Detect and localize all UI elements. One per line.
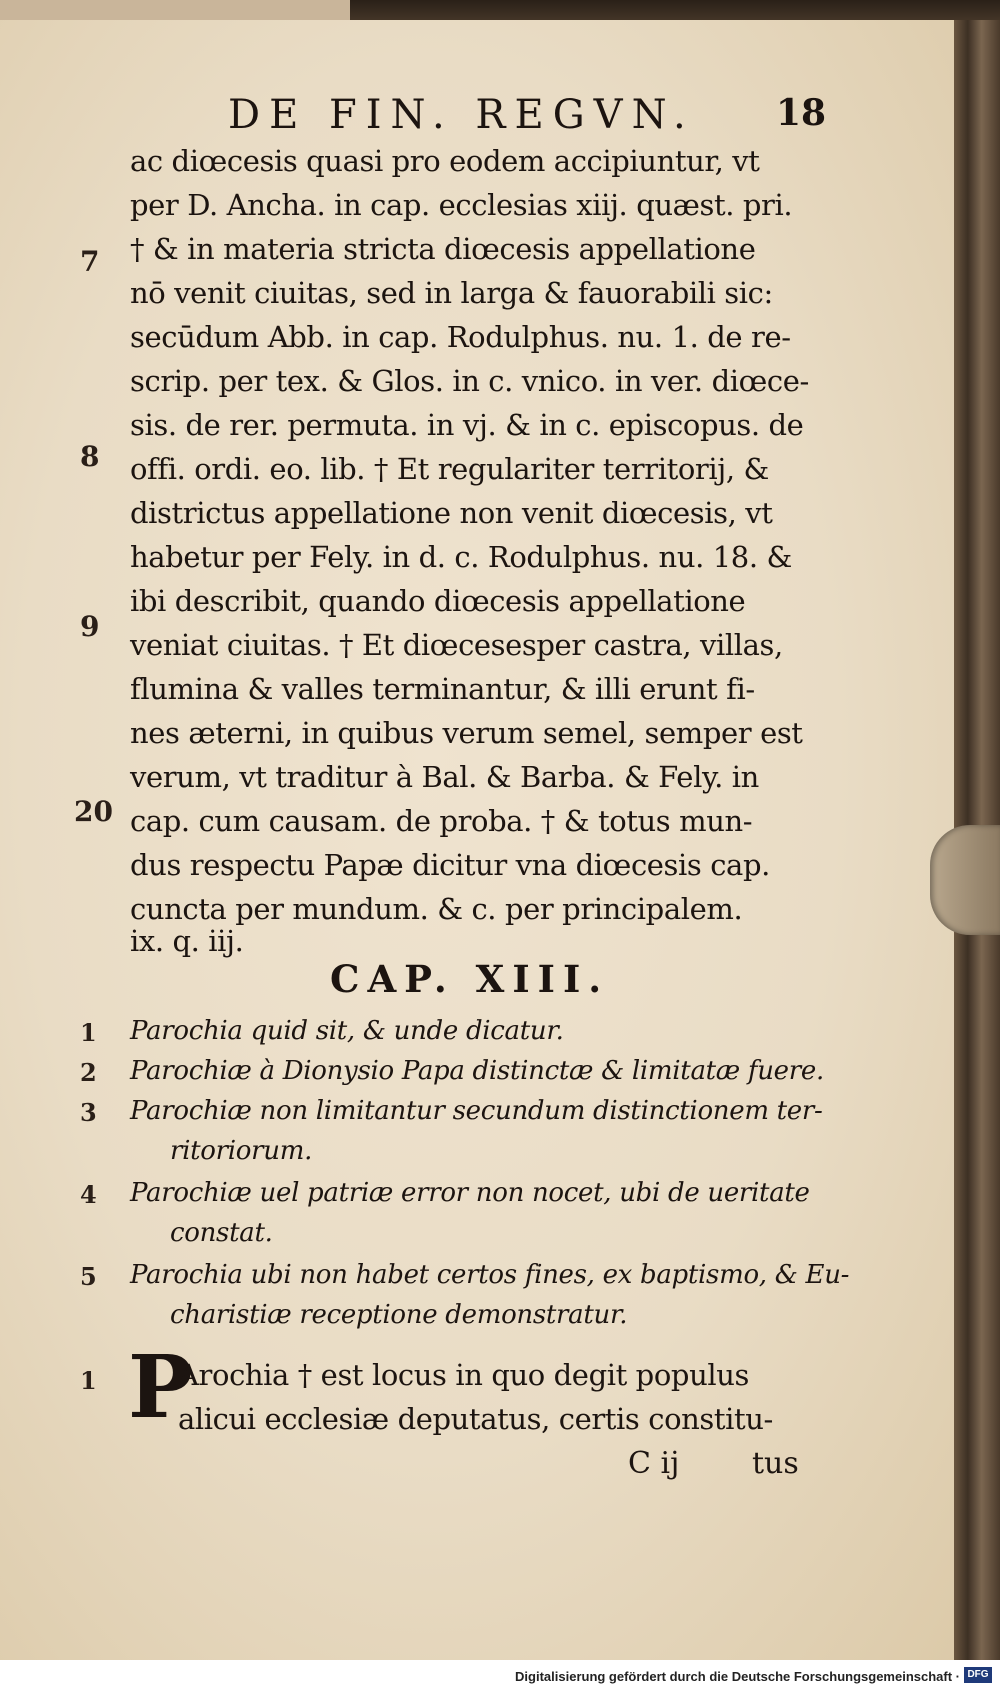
body-line: per D. Ancha. in cap. ecclesias xiij. quæst. pri. — [130, 188, 793, 222]
signature-mark: C ij — [628, 1446, 680, 1481]
body-line: scrip. per tex. & Glos. in c. vnico. in ver. diœce- — [130, 364, 809, 398]
margin-number: 20 — [74, 795, 113, 828]
margin-number: 7 — [80, 245, 100, 278]
body-line: † & in materia stricta diœcesis appellatione — [130, 232, 756, 266]
body-line: ac diœcesis quasi pro eodem accipiuntur, vt — [130, 144, 760, 178]
margin-number: 9 — [80, 610, 100, 643]
top-strip — [0, 0, 350, 22]
body-line: sis. de rer. permuta. in vj. & in c. episcopus. de — [130, 408, 804, 442]
margin-number: 1 — [80, 1366, 97, 1395]
body-line: districtus appellatione non venit diœcesis, vt — [130, 496, 773, 530]
body-line: veniat ciuitas. † Et diœcesesper castra, villas, — [130, 628, 783, 662]
summary-line: constat. — [170, 1218, 273, 1248]
summary-number: 4 — [80, 1180, 97, 1209]
summary-number: 2 — [80, 1058, 97, 1087]
summary-line: Parochiæ non limitantur secundum distinctionem ter- — [130, 1096, 823, 1126]
catchword: tus — [752, 1446, 799, 1481]
body-line: verum, vt traditur à Bal. & Barba. & Fely. in — [130, 760, 759, 794]
body-line: ix. q. iij. — [130, 924, 244, 958]
summary-line: charistiæ receptione demonstratur. — [170, 1300, 628, 1330]
body-line: ibi describit, quando diœcesis appellatione — [130, 584, 746, 618]
body-line: cuncta per mundum. & c. per principalem. — [130, 892, 743, 926]
body-line: nes æterni, in quibus verum semel, semper est — [130, 716, 803, 750]
running-head: DE FIN. REGVN. — [228, 92, 695, 138]
summary-number: 5 — [80, 1262, 97, 1291]
chapter-heading: CAP. XIII. — [330, 957, 610, 1001]
body-line: habetur per Fely. in d. c. Rodulphus. nu. 18. & — [130, 540, 792, 574]
body-line: Arochia † est locus in quo degit populus — [178, 1358, 749, 1392]
body-line: alicui ecclesiæ deputatus, certis constitu- — [178, 1402, 773, 1436]
body-line: nō venit ciuitas, sed in larga & fauorabili sic: — [130, 276, 773, 310]
book-clasp — [930, 825, 1000, 935]
summary-number: 1 — [80, 1018, 97, 1047]
summary-line: Parochia ubi non habet certos fines, ex baptismo, & Eu- — [130, 1260, 850, 1290]
summary-line: Parochia quid sit, & unde dicatur. — [130, 1016, 564, 1046]
margin-number: 8 — [80, 440, 100, 473]
dfg-logo-icon: DFG — [964, 1667, 992, 1683]
body-line: dus respectu Papæ dicitur vna diœcesis cap. — [130, 848, 770, 882]
footer-credit: Digitalisierung gefördert durch die Deutsche Forschungsgemeinschaft · — [515, 1669, 960, 1684]
body-line: cap. cum causam. de proba. † & totus mun- — [130, 804, 753, 838]
summary-line: ritoriorum. — [170, 1136, 313, 1166]
summary-line: Parochiæ à Dionysio Papa distinctæ & limitatæ fuere. — [130, 1056, 824, 1086]
body-line: offi. ordi. eo. lib. † Et regulariter territorij, & — [130, 452, 769, 486]
summary-line: Parochiæ uel patriæ error non nocet, ubi de ueritate — [130, 1178, 810, 1208]
body-line: secūdum Abb. in cap. Rodulphus. nu. 1. de re- — [130, 320, 791, 354]
page-number: 18 — [776, 92, 827, 134]
drop-capital: P — [128, 1337, 193, 1438]
body-line: flumina & valles terminantur, & illi erunt fi- — [130, 672, 755, 706]
summary-number: 3 — [80, 1098, 97, 1127]
